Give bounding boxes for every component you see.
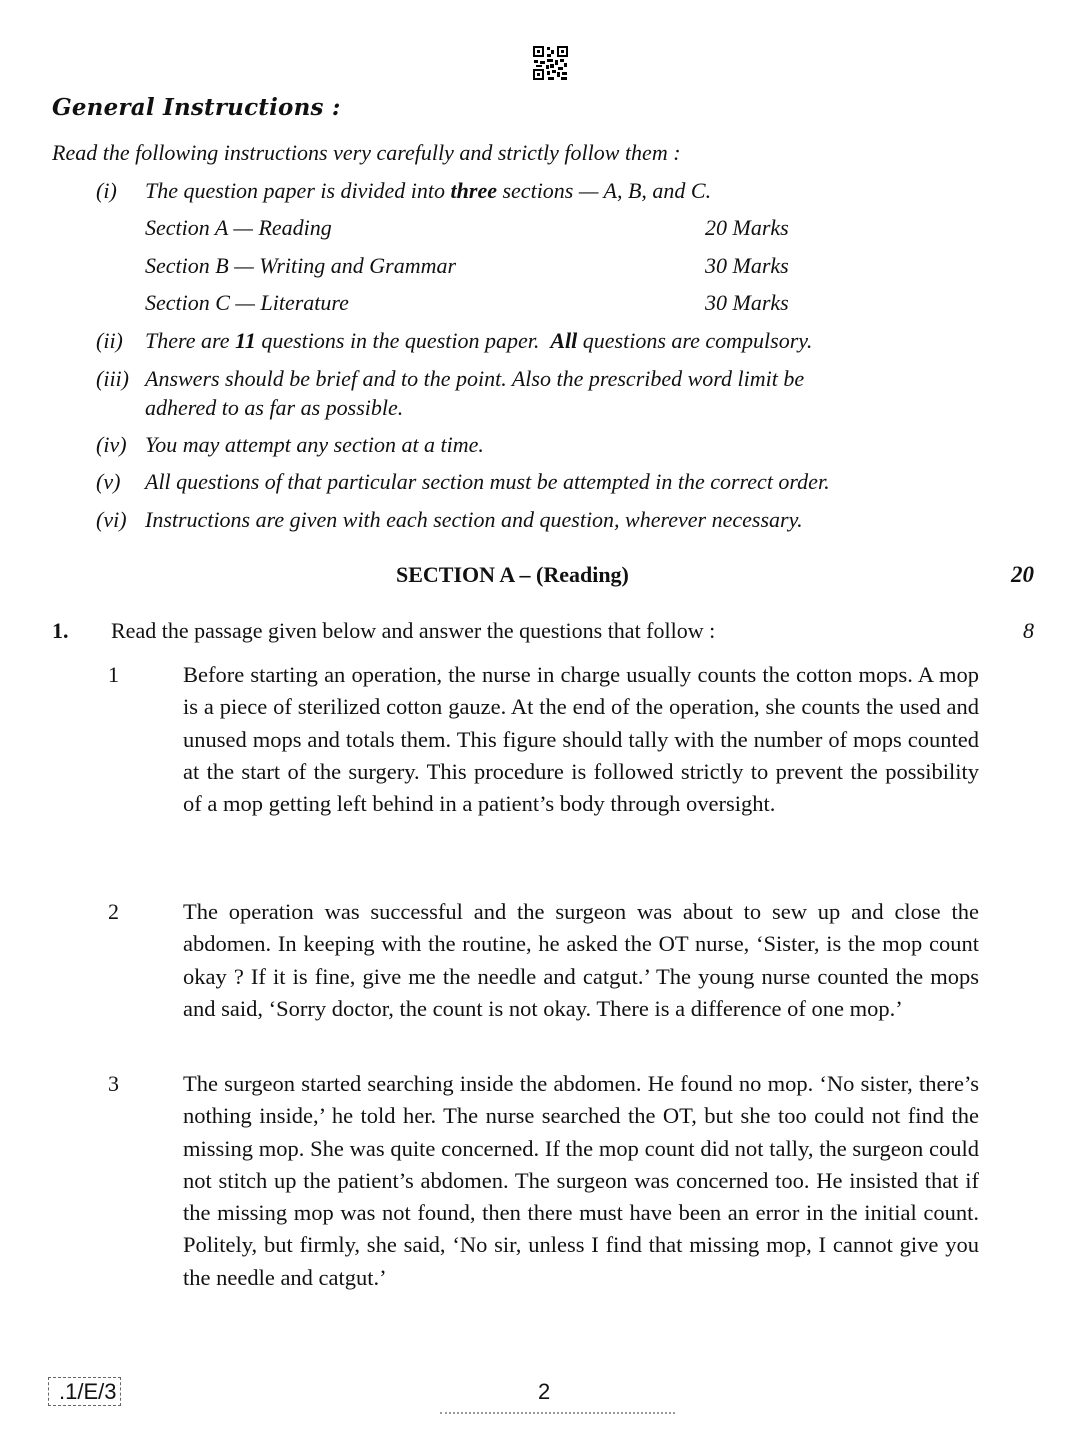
section-marks: 30 Marks: [705, 290, 789, 315]
section-label: Section B — Writing and Grammar: [145, 253, 457, 278]
instruction-number: (iii): [96, 366, 129, 391]
section-breakdown-row: [145, 290, 789, 316]
instruction-text: All questions of that particular section must be attempted in the correct order.: [145, 469, 830, 494]
general-instructions-title: General Instructions :: [52, 94, 341, 121]
section-breakdown-row: [145, 215, 789, 241]
passage-paragraph: The surgeon started searching inside the abdomen. He found no mop. ‘No sister, there’s nothing inside,’ he told her. The nurse searched the OT, but she too could not find the missing mop. She was quite concerned. If the mop count did not tally, the surgeon could not stitch up the patient’s abdomen. The surgeon was concerned too. He insisted that if the missing mop was not found, then there must have been an error in the initial count. Politely, but firmly, she said, ‘No sir, unless I find that missing mop, I cannot give you the needle and catgut.’: [183, 1071, 979, 1290]
instruction-text: Answers should be brief and to the point. Also the prescribed word limit be: [145, 366, 805, 391]
instruction-text: questions in the question paper.: [255, 328, 551, 353]
instruction-text: sections — A, B, and C.: [496, 178, 712, 203]
instruction-text: adhered to as far as possible.: [145, 395, 404, 420]
instruction-emphasis: All: [550, 328, 578, 353]
passage-paragraph: The operation was successful and the surgeon was about to sew up and close the abdomen. In keeping with the routine, he asked the OT nurse, ‘Sister, is the mop count okay ? If it is fine, give me the needle and catgut.’ The young nurse counted the mops and said, ‘Sorry doctor, the count is not okay. There is a difference of one mop.’: [183, 899, 979, 1021]
instruction-number: (ii): [96, 328, 123, 353]
instruction-text: There are: [145, 328, 236, 353]
instructions-intro: Read the following instructions very carefully and strictly follow them :: [52, 140, 681, 165]
paragraph-number: 1: [108, 662, 119, 687]
instruction-text: questions are compulsory.: [577, 328, 813, 353]
instruction-number: (vi): [96, 507, 127, 532]
passage-paragraph: Before starting an operation, the nurse in charge usually counts the cotton mops. A mop is a piece of sterilized cotton gauze. At the end of the operation, she counts the used and unused mops and totals them. This figure should tally with the number of mops counted at the start of the surgery. This procedure is followed strictly to prevent the possibility of a mop getting left behind in a patient’s body through oversight.: [183, 662, 979, 817]
section-a-heading: SECTION A – (Reading): [396, 562, 629, 587]
paragraph-number: 3: [108, 1071, 119, 1096]
qr-code-icon: [533, 46, 568, 80]
instruction-emphasis: 11: [235, 328, 256, 353]
question-prompt: Read the passage given below and answer the questions that follow :: [111, 618, 716, 643]
instruction-text: Instructions are given with each section and question, wherever necessary.: [145, 507, 803, 532]
section-breakdown-row: [145, 253, 789, 279]
question-marks: 8: [1023, 618, 1034, 643]
section-label: Section C — Literature: [145, 290, 349, 315]
page-number: 2: [538, 1379, 551, 1404]
section-marks: 30 Marks: [705, 253, 789, 278]
section-a-marks: 20: [1011, 562, 1034, 587]
paper-code: .1/E/3: [48, 1377, 121, 1406]
question-number: 1.: [52, 618, 69, 643]
instruction-text: You may attempt any section at a time.: [145, 432, 484, 457]
instruction-number: (i): [96, 178, 117, 203]
instruction-text: The question paper is divided into: [145, 178, 451, 203]
paragraph-number: 2: [108, 899, 119, 924]
instruction-number: (v): [96, 469, 121, 494]
section-label: Section A — Reading: [145, 215, 332, 240]
instruction-emphasis: three: [450, 178, 497, 203]
instruction-number: (iv): [96, 432, 127, 457]
section-marks: 20 Marks: [705, 215, 789, 240]
microprint-line: [440, 1412, 675, 1417]
